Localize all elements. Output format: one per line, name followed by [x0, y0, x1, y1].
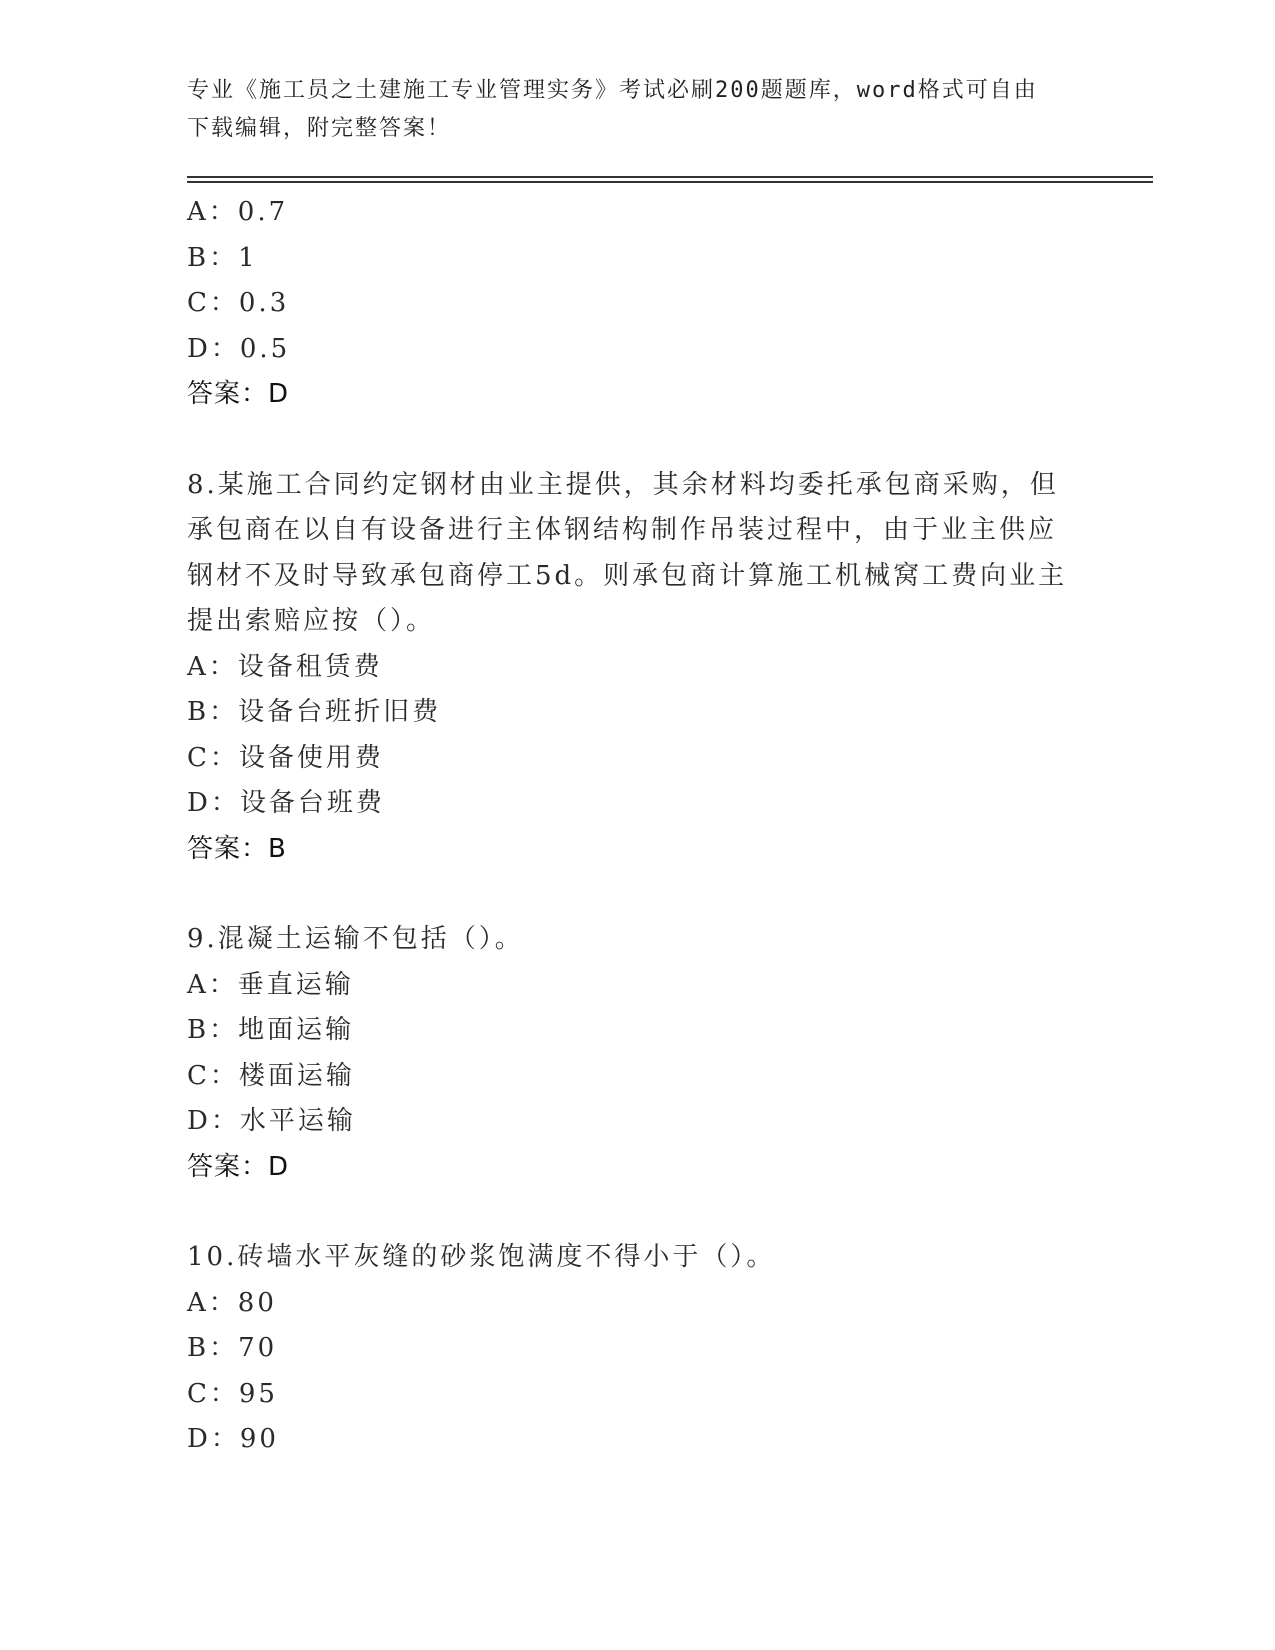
- option-b: B：设备台班折旧费: [187, 697, 442, 727]
- option-b: B：地面运输: [187, 1015, 355, 1045]
- option-d: D：设备台班费: [187, 788, 385, 818]
- document-body: [187, 190, 1087, 1463]
- question-7-continued: [187, 190, 1087, 418]
- option-a: A：设备租赁费: [187, 651, 383, 682]
- question-text-line: 9.混凝土运输不包括（）。: [187, 924, 524, 954]
- question-8: [187, 463, 1087, 873]
- option-c: C：0.3: [187, 288, 290, 318]
- option-a: A：垂直运输: [187, 969, 354, 1000]
- question-10: [187, 1235, 1087, 1463]
- question-text-line: 承包商在以自有设备进行主体钢结构制作吊装过程中，由于业主供应: [187, 515, 1058, 545]
- answer-line: 答案：D: [187, 379, 290, 409]
- option-c: C：95: [187, 1378, 278, 1409]
- question-text-line: 8.某施工合同约定钢材由业主提供，其余材料均委托承包商采购，但: [187, 469, 1059, 500]
- header-divider: [187, 176, 1153, 178]
- option-a: A：0.7: [187, 197, 289, 227]
- header-line-2: 下载编辑，附完整答案！: [187, 116, 452, 141]
- header-line-1: 专业《施工员之土建施工专业管理实务》考试必刷200题题库，word格式可自由: [187, 78, 1038, 103]
- option-d: D：0.5: [187, 333, 291, 364]
- option-d: D：水平运输: [187, 1106, 356, 1136]
- question-text-line: 提出索赔应按（）。: [187, 606, 436, 636]
- option-c: C：楼面运输: [187, 1060, 355, 1091]
- question-9: [187, 917, 1087, 1190]
- option-a: A：80: [187, 1287, 277, 1318]
- option-d: D：90: [187, 1424, 279, 1454]
- document-header: [187, 72, 1067, 148]
- option-c: C：设备使用费: [187, 742, 384, 773]
- option-b: B：70: [187, 1333, 278, 1363]
- header-divider-secondary: [187, 181, 1153, 183]
- answer-line: 答案：B: [187, 833, 287, 864]
- question-text-line: 10.砖墙水平灰缝的砂浆饱满度不得小于（）。: [187, 1242, 776, 1272]
- question-text-line: 钢材不及时导致承包商停工5d。则承包商计算施工机械窝工费向业主: [187, 560, 1068, 591]
- answer-line: 答案：D: [187, 1151, 290, 1182]
- option-b: B：1: [187, 242, 258, 273]
